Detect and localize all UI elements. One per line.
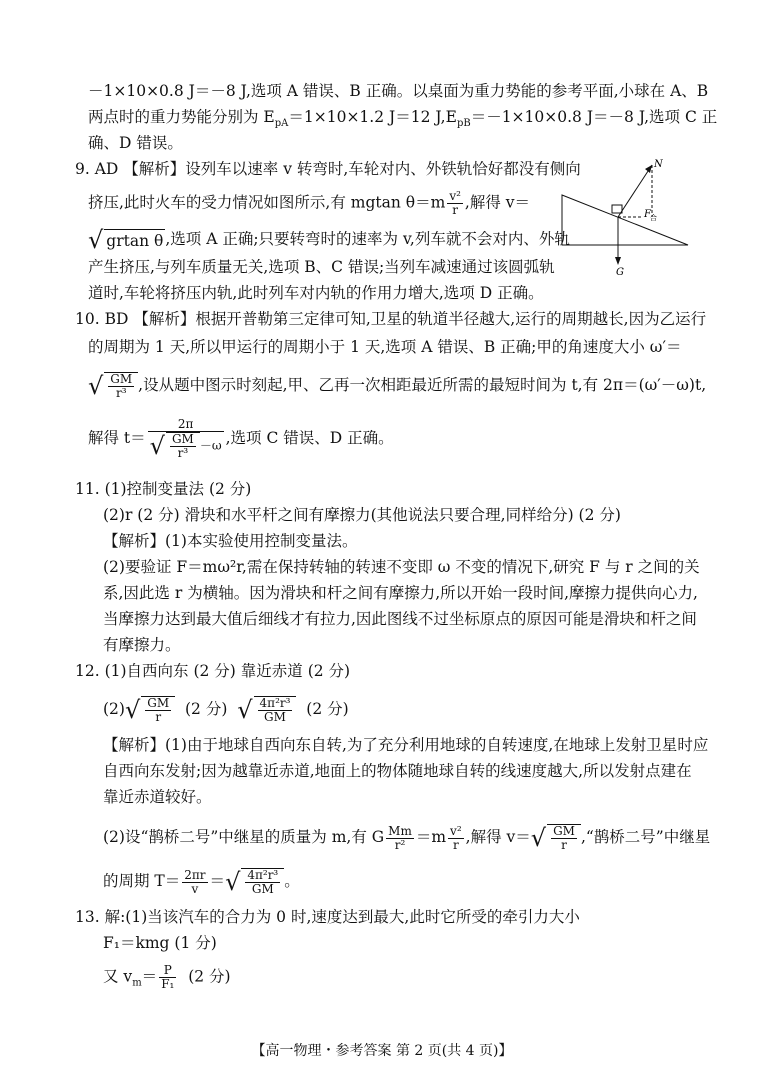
radical: √: [88, 372, 104, 400]
den: r: [452, 203, 458, 217]
text: ,选项 A 正确;只要转弯时的速率为 v,列车就不会对内、外轨: [165, 230, 570, 248]
fraction: [448, 825, 464, 852]
fraction: [182, 869, 207, 896]
q10-line-1: 10. BD 【解析】根据开普勒第三定律可知,卫星的轨道半径越大,运行的周期越长,因为乙运行: [75, 310, 707, 328]
q10-line-3: [88, 372, 706, 400]
sub: pB: [456, 118, 471, 130]
radical: √: [530, 824, 547, 852]
text: ,选项 C 错误、D 正确。: [225, 429, 394, 447]
num: v²: [450, 823, 462, 838]
text: ＝－1×10×0.8 J＝－8 J,选项 C 正: [470, 108, 718, 126]
text: (2 分): [188, 967, 231, 986]
q9-line-3: [88, 228, 570, 252]
num: 2π: [148, 418, 224, 432]
q11-line-4: (2)要验证 F＝mω²r,需在保持转轴的转速不变即 ω 不变的情况下,研究 F 与 r 之间的关: [103, 558, 700, 576]
den: GM: [251, 882, 274, 896]
radical: √: [88, 226, 104, 254]
text: ＝: [209, 872, 226, 890]
text: 挤压,此时火车的受力情况如图所示,有 mgtan θ＝m: [88, 193, 446, 212]
q13-line-3: [103, 964, 231, 995]
q12-line-7: [103, 868, 300, 896]
radicand: [141, 696, 175, 724]
label-N: N: [654, 159, 663, 170]
fraction: [148, 418, 224, 460]
num: GM: [110, 372, 133, 386]
fraction: [145, 697, 171, 724]
fraction: [108, 373, 134, 400]
den: v: [191, 881, 199, 896]
force-diagram: [560, 155, 700, 280]
den: r²: [394, 837, 406, 852]
label-F: F: [644, 209, 651, 220]
q11-line-2: (2)r (2 分) 滑块和水平杆之间有摩擦力(其他说法只要合理,同样给分) (2 分): [103, 506, 621, 524]
fraction: [551, 825, 577, 852]
den: r: [155, 710, 162, 724]
q12-line-1: 12. (1)自西向东 (2 分) 靠近赤道 (2 分): [75, 662, 351, 680]
train-box: [612, 205, 622, 213]
q12-line-4: 自西向东发射;因为越靠近赤道,地面上的物体随地球自转的线速度越大,所以发射点建在: [103, 762, 692, 780]
radical: √: [225, 868, 241, 896]
text: ,解得 v＝: [465, 828, 531, 846]
den: r³: [115, 386, 127, 400]
num: Mm: [388, 823, 412, 838]
num: GM: [147, 696, 170, 710]
G-arrowhead: [615, 257, 621, 265]
den: GM: [264, 710, 286, 724]
radical: √: [124, 696, 141, 724]
den: F₁: [161, 977, 175, 991]
N-arrowhead: [645, 165, 652, 173]
q12-line-3: 【解析】(1)由于地球自西向东自转,为了充分利用地球的自转速度,在地球上发射卫星时应: [103, 736, 709, 754]
incline: [562, 195, 688, 245]
text: ＝1×10×1.2 J＝12 J,E: [288, 108, 457, 126]
q9-line-4: 产生挤压,与列车质量无关,选项 B、C 错误;当列车减速通过该圆弧轨: [88, 258, 555, 276]
text: ,解得 v＝: [464, 193, 531, 212]
radicand: [166, 432, 200, 460]
q9-line-5: 道时,车轮将挤压内轨,此时列车对内轨的作用力增大,选项 D 正确。: [88, 284, 544, 302]
line-1: －1×10×0.8 J＝－8 J,选项 A 错误、B 正确。以桌面为重力势能的参考平面,小球在 A、B: [88, 82, 709, 100]
label-F-sub: 合: [650, 214, 657, 222]
line-2: [88, 106, 717, 135]
den: r: [561, 838, 567, 852]
text: 的周期 T＝: [103, 872, 181, 890]
den: [148, 432, 224, 460]
q11-line-3: 【解析】(1)本实验使用控制变量法。: [103, 532, 358, 550]
label-G: G: [616, 267, 624, 278]
q12-line-5: 靠近赤道较好。: [103, 788, 212, 806]
fraction: [170, 433, 196, 460]
line-3: 确、D 错误。: [88, 134, 183, 152]
radical: √: [237, 696, 253, 724]
radicand: [254, 696, 297, 724]
num: 4π²r³: [247, 868, 279, 882]
num: 4π²r³: [259, 696, 291, 710]
den: r: [452, 837, 459, 852]
text: (2): [103, 700, 125, 718]
fraction: [258, 697, 293, 724]
minus-omega: －ω: [199, 438, 222, 453]
q12-line-6: [103, 824, 710, 852]
radicand: [547, 824, 581, 852]
q12-line-2: [103, 696, 349, 724]
q13-line-2: F₁＝kmg (1 分): [103, 934, 217, 952]
num: GM: [553, 824, 575, 838]
text: (2)设“鹊桥二号”中继星的质量为 m,有 G: [103, 828, 385, 846]
radicand: [241, 868, 284, 896]
fraction: [245, 869, 280, 896]
fraction: [159, 964, 176, 991]
fraction: [386, 825, 414, 852]
fraction: [447, 190, 463, 217]
q9-line-2: [88, 190, 530, 217]
den: r³: [177, 446, 189, 460]
q10-line-4: [88, 418, 394, 460]
text: 解得 t＝: [88, 429, 146, 447]
radicand: grtan θ: [104, 229, 165, 252]
radicand: [104, 372, 138, 400]
text: ＝m: [415, 828, 447, 846]
num: GM: [171, 432, 194, 446]
sub: m: [132, 977, 142, 989]
q11-line-6: 当摩擦力达到最大值后细线才有拉力,因此图线不过坐标原点的原因可能是滑块和杆之间: [103, 610, 697, 628]
q9-line-1: 9. AD 【解析】设列车以速率 v 转弯时,车轮对内、外铁轨恰好都没有侧向: [75, 160, 581, 178]
num: P: [159, 964, 176, 978]
radical: √: [149, 432, 165, 460]
q11-line-5: 系,因此选 r 为横轴。因为滑块和杆之间有摩擦力,所以开始一段时间,摩擦力提供向心力,: [103, 584, 698, 602]
text: 两点时的重力势能分别为 E: [88, 108, 275, 126]
q10-line-2: 的周期为 1 天,所以甲运行的周期小于 1 天,选项 A 错误、B 正确;甲的角速度大小 ω′＝: [88, 338, 682, 356]
num: 2πr: [184, 867, 206, 882]
text: (2 分): [185, 700, 228, 718]
text: ,“鹊桥二号”中继星: [580, 828, 711, 846]
text: ,设从题中图示时刻起,甲、乙再一次相距最近所需的最短时间为 t,有 2π＝(ω′－ω)t,: [138, 376, 707, 394]
num: v²: [449, 189, 461, 203]
q11-line-7: 有摩擦力。: [103, 636, 181, 654]
q13-line-1: 13. 解:(1)当该汽车的合力为 0 时,速度达到最大,此时它所受的牵引力大小: [75, 908, 580, 926]
sub: pA: [274, 118, 289, 130]
q11-line-1: 11. (1)控制变量法 (2 分): [75, 480, 252, 498]
text: 又 v: [103, 967, 133, 986]
text: ＝: [141, 967, 158, 986]
text: (2 分): [306, 700, 349, 718]
page-footer: 【高一物理・参考答案 第 2 页(共 4 页)】: [251, 1043, 513, 1059]
text: 。: [284, 872, 300, 890]
